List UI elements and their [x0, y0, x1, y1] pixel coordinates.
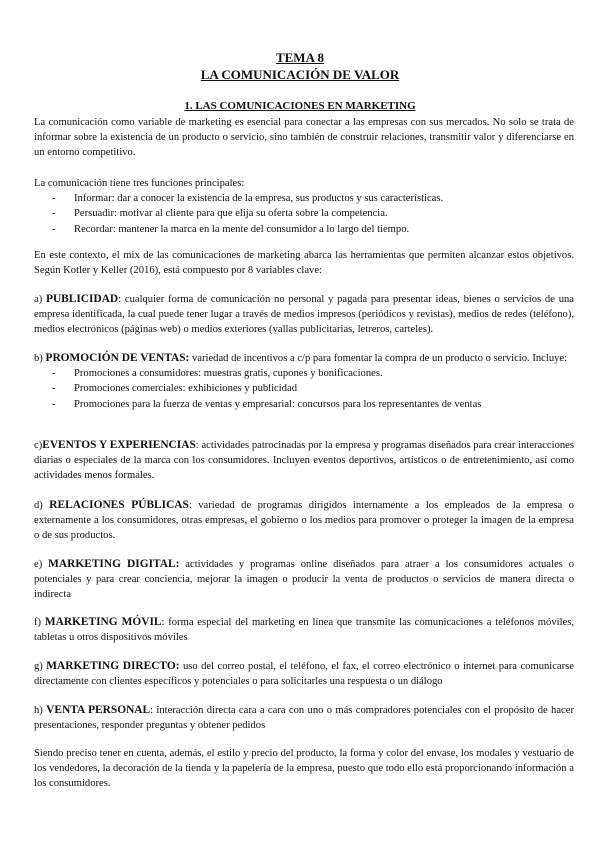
variable-description: uso del correo postal, el teléfono, el fax, el correo electrónico o internet para comunicarse directamente con clientes específicos y potenciales o para solicitarles una respuesta o un diálogo	[34, 661, 574, 688]
list-item: - Recordar: mantener la marca en la mente del consumidor a lo largo del tiempo.	[34, 222, 574, 237]
list-item: - Promociones para la fuerza de ventas y empresarial: concursos para los representantes de ventas	[34, 397, 574, 412]
variable-term: RELACIONES PÚBLICAS	[49, 499, 189, 511]
variable-digital	[34, 557, 574, 603]
variable-promocion	[34, 351, 574, 412]
functions-intro: La comunicación tiene tres funciones principales:	[34, 178, 245, 189]
promociones-list	[34, 366, 574, 412]
document-title: LA COMUNICACIÓN DE VALOR	[200, 67, 400, 82]
variable-publicidad	[34, 292, 574, 338]
variable-prefix: c)	[34, 440, 43, 451]
variable-description: : actividades patrocinadas por la empresa y programas diseñados para crear interacciones diarias o especiales de la marca con los consumidores. Incluyen eventos deportivos, artísticos o de entretenimiento, así como actividades menos formales.	[34, 440, 574, 482]
variable-relaciones	[34, 498, 574, 544]
variable-eventos	[34, 438, 574, 484]
document-title-number: TEMA 8	[275, 50, 325, 65]
variable-description: actividades y programas online diseñados para atraer a los consumidores actuales o potenciales y para crear conciencia, mejorar la imagen o producir la venta de productos o servicios de manera directa o indirecta	[34, 559, 574, 601]
variable-prefix: a)	[34, 294, 43, 305]
variable-term: PROMOCIÓN DE VENTAS:	[45, 352, 190, 364]
intro-text: La comunicación como variable de marketing es esencial para conectar a las empresas con sus mercados. No solo se trata de informar sobre la existencia de un producto o servicio, sino también de construir relaciones, transmitir valor y diferenciarse en un entorno competitivo.	[34, 117, 574, 159]
variable-term: MARKETING DIGITAL:	[48, 558, 180, 570]
variable-term: VENTA PERSONAL	[46, 704, 151, 716]
variable-description: variedad de incentivos a c/p para fomentar la compra de un producto o servicio. Incluye:	[189, 353, 568, 364]
variable-prefix: d)	[34, 500, 43, 511]
variable-prefix: b)	[34, 353, 43, 364]
section-heading: 1. LAS COMUNICACIONES EN MARKETING	[184, 100, 416, 112]
variable-term: EVENTOS Y EXPERIENCIAS	[42, 439, 196, 451]
variable-venta	[34, 703, 574, 733]
variable-prefix: e)	[34, 559, 43, 570]
closing-paragraph	[34, 746, 574, 792]
context-text: En este contexto, el mix de las comunicaciones de marketing abarca las herramientas que permiten alcanzar estos objetivos. Según Kotler y Keller (2016), está compuesto por 8 variables clave:	[34, 250, 574, 277]
variable-description: : cualquier forma de comunicación no personal y pagada para presentar ideas, bienes o servicios de una empresa identificada, la cual puede tener lugar a través de medios impresos (periódicos y revistas), medios de redes (teléfono), medios electrónicos (páginas web) o medios exteriores (vallas publicitarias, letreros, carteles).	[34, 294, 574, 336]
list-item: - Informar: dar a conocer la existencia de la empresa, sus productos y sus características.	[34, 191, 574, 206]
variable-movil	[34, 615, 574, 645]
context-paragraph	[34, 248, 574, 278]
variable-directo	[34, 659, 574, 689]
variable-term: MARKETING DIRECTO:	[46, 660, 180, 672]
variable-prefix: g)	[34, 661, 43, 672]
functions-list	[34, 191, 574, 237]
variable-prefix: f)	[34, 617, 42, 628]
variable-description: : variedad de programas dirigidos internamente a los empleados de la empresa o externamente a los consumidores, otras empresas, el gobierno o los medios para promover o proteger la imagen de la empresa o de sus productos.	[34, 500, 574, 542]
variable-description: : interacción directa cara a cara con uno o más compradores potenciales con el propósito de hacer presentaciones, responder preguntas y obtener pedidos	[34, 705, 574, 732]
list-item: - Promociones comerciales: exhibiciones y publicidad	[34, 381, 574, 396]
variable-prefix: h)	[34, 705, 43, 716]
variable-description: : forma especial del marketing en línea que transmite las comunicaciones a teléfonos móviles, tabletas u otros dispositivos móviles	[34, 617, 575, 644]
list-item: - Promociones a consumidores: muestras gratis, cupones y bonificaciones.	[34, 366, 574, 381]
functions-section	[34, 176, 574, 237]
variable-term: MARKETING MÓVIL	[44, 616, 162, 628]
variable-term: PUBLICIDAD	[46, 293, 119, 305]
closing-text: Siendo preciso tener en cuenta, además, el estilo y precio del producto, la forma y color del envase, los modales y vestuario de los vendedores, la decoración de la tienda y la papelería de la empresa, puesto que todo ello está proporcionando información a los consumidores.	[34, 748, 574, 790]
list-item: - Persuadir: motivar al cliente para que elija su oferta sobre la competencia.	[34, 206, 574, 221]
intro-paragraph	[34, 115, 574, 161]
